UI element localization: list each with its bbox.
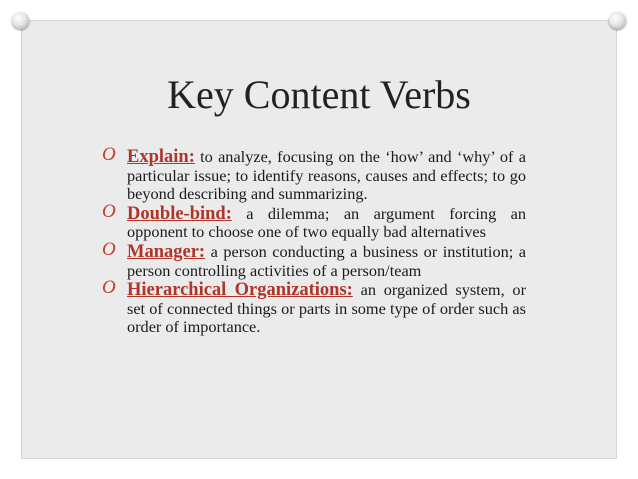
term-label: Manager: [127, 241, 206, 262]
pushpin-icon [609, 12, 626, 29]
bullet-icon: O [102, 144, 116, 165]
pushpin-icon [12, 12, 29, 29]
bullet-icon: O [102, 277, 116, 299]
list-item [102, 238, 526, 280]
term-definition: to analyze, focusing on the ‘how’ and ‘why’ of a particular issue; to identify reasons, causes and effects; to go beyond describing and summarizing. [127, 147, 526, 204]
bullet-icon: O [102, 238, 116, 260]
definition-list [102, 144, 526, 338]
list-item [102, 200, 526, 242]
list-item [102, 144, 526, 204]
list-item [102, 277, 526, 337]
term-definition: a person conducting a business or institution; a person controlling activities of a person/team [127, 241, 526, 280]
term-definition: an organized system, or set of connected things or parts in some type of order such as order of importance. [127, 280, 526, 337]
term-label: Hierarchical Organizations: [127, 280, 353, 301]
bullet-icon: O [102, 200, 116, 222]
term-definition: a dilemma; an argument forcing an opponent to choose one of two equally bad alternatives [127, 203, 526, 242]
term-label: Explain: [127, 147, 195, 167]
term-label: Double-bind: [127, 203, 232, 224]
slide-title: Key Content Verbs [167, 72, 471, 117]
